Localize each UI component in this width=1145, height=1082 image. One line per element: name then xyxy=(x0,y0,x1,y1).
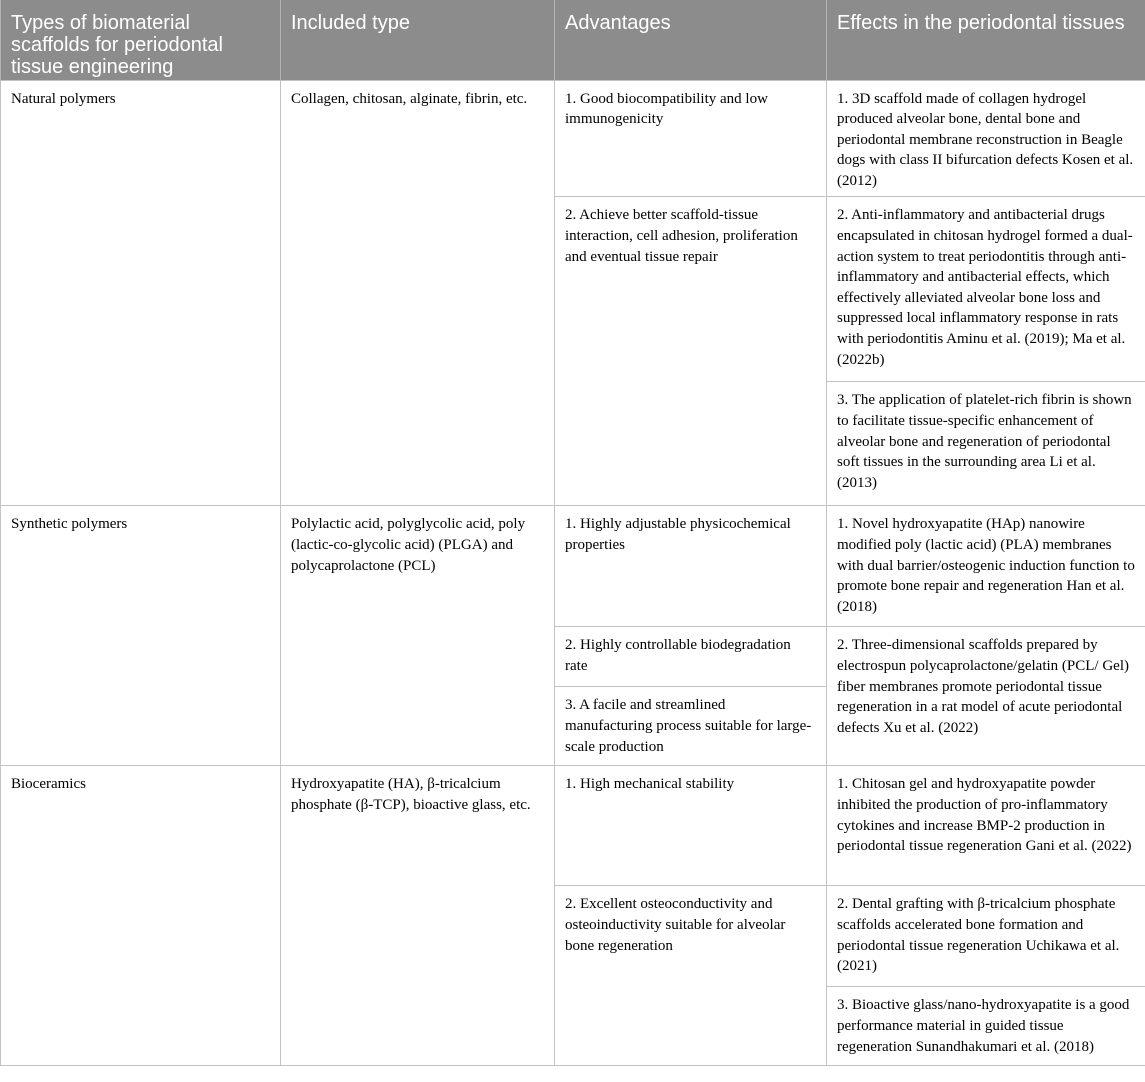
cell-effect: 3. The application of platelet-rich fibrin is shown to facilitate tissue-specific enhancement of alveolar bone and regeneration of periodontal soft tissues in the surrounding area Li et al. (2013) xyxy=(827,382,1145,506)
header-included-type: Included type xyxy=(281,0,555,80)
cell-included-type: Collagen, chitosan, alginate, fibrin, etc. xyxy=(281,80,555,506)
header-row xyxy=(1,0,1145,80)
cell-effect: 1. Chitosan gel and hydroxyapatite powder inhibited the production of pro-inflammatory cytokines and increase BMP-2 production in periodontal tissue regeneration Gani et al. (2022) xyxy=(827,766,1145,886)
header-advantages: Advantages xyxy=(555,0,827,80)
cell-advantage: 1. Good biocompatibility and low immunogenicity xyxy=(555,80,827,197)
table-body xyxy=(1,80,1145,1066)
cell-advantage: 1. High mechanical stability xyxy=(555,766,827,886)
cell-scaffold-type: Natural polymers xyxy=(1,80,281,506)
table-row xyxy=(1,766,1145,886)
cell-advantage: 3. A facile and streamlined manufacturing process suitable for large-scale production xyxy=(555,687,827,766)
cell-included-type: Polylactic acid, polyglycolic acid, poly (lactic-co-glycolic acid) (PLGA) and polycaprolactone (PCL) xyxy=(281,506,555,766)
cell-effect: 3. Bioactive glass/nano-hydroxyapatite is a good performance material in guided tissue regeneration Sunandhakumari et al. (2018) xyxy=(827,987,1145,1066)
cell-advantage: 2. Excellent osteoconductivity and osteoinductivity suitable for alveolar bone regeneration xyxy=(555,886,827,1066)
cell-scaffold-type: Bioceramics xyxy=(1,766,281,1066)
table-row xyxy=(1,80,1145,197)
cell-advantage: 2. Highly controllable biodegradation rate xyxy=(555,627,827,687)
table-row xyxy=(1,506,1145,627)
cell-advantage: 1. Highly adjustable physicochemical properties xyxy=(555,506,827,627)
cell-included-type: Hydroxyapatite (HA), β-tricalcium phosphate (β-TCP), bioactive glass, etc. xyxy=(281,766,555,1066)
cell-effect: 1. 3D scaffold made of collagen hydrogel produced alveolar bone, dental bone and periodontal membrane reconstruction in Beagle dogs with class II bifurcation defects Kosen et al. (2012) xyxy=(827,80,1145,197)
header-effects: Effects in the periodontal tissues xyxy=(827,0,1145,80)
cell-effect: 1. Novel hydroxyapatite (HAp) nanowire modified poly (lactic acid) (PLA) membranes with dual barrier/osteogenic induction function to promote bone repair and regeneration Han et al. (2018) xyxy=(827,506,1145,627)
table-header xyxy=(1,0,1145,80)
cell-effect: 2. Dental grafting with β-tricalcium phosphate scaffolds accelerated bone formation and periodontal tissue regeneration Uchikawa et al. (2021) xyxy=(827,886,1145,987)
cell-scaffold-type: Synthetic polymers xyxy=(1,506,281,766)
header-scaffold-types: Types of biomaterial scaffolds for periodontal tissue engineering xyxy=(1,0,281,80)
cell-effect: 2. Anti-inflammatory and antibacterial drugs encapsulated in chitosan hydrogel formed a dual-action system to treat periodontitis through anti-inflammatory and antibacterial effects, which effectively alleviated alveolar bone loss and suppressed local inflammatory response in rats with periodontitis Aminu et al. (2019); Ma et al. (2022b) xyxy=(827,197,1145,382)
cell-effect: 2. Three-dimensional scaffolds prepared by electrospun polycaprolactone/gelatin (PCL/ Gel) fiber membranes promote periodontal tissue regeneration in a rat model of acute periodontal defects Xu et al. (2022) xyxy=(827,627,1145,766)
cell-advantage: 2. Achieve better scaffold-tissue interaction, cell adhesion, proliferation and eventual tissue repair xyxy=(555,197,827,506)
